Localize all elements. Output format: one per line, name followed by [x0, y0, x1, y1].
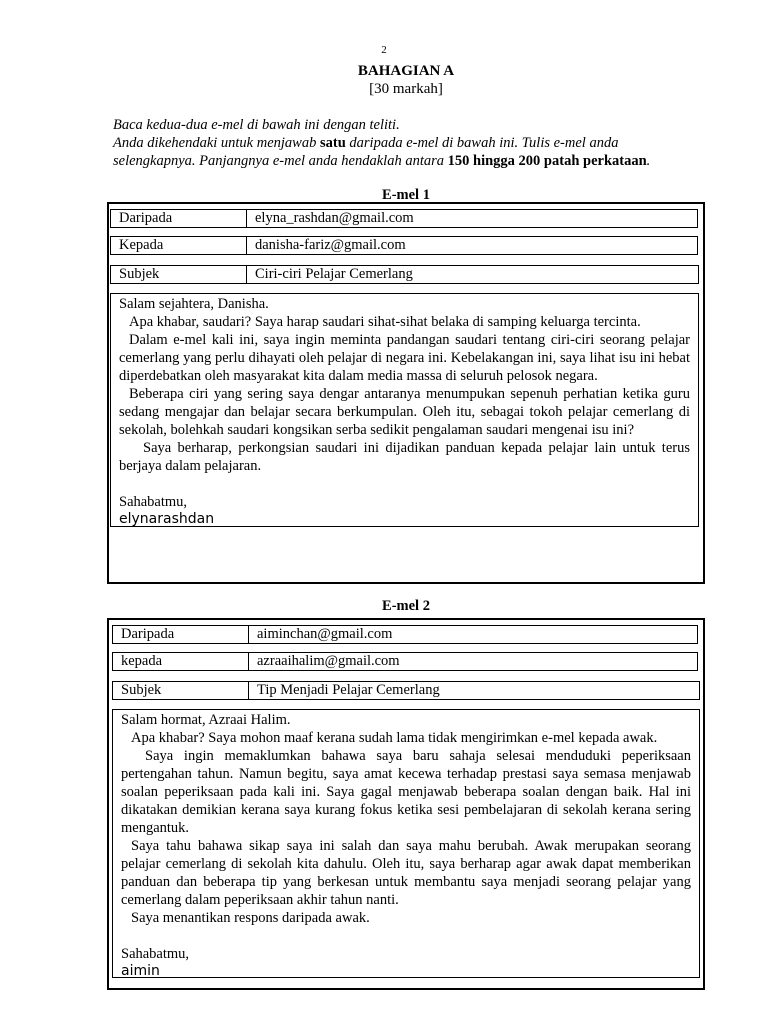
email-1-to-label: Kepada	[111, 237, 247, 254]
email-1-paragraph-3: Beberapa ciri yang sering saya dengar antaranya menumpukan sepenuh perhatian ketika guru sedang mengajar dan belajar secara berkumpulan. Oleh itu, sebagai tokoh pelajar cemerlang di sekolah, bolehkah saudari kongsikan serba sedikit pengalaman saudari mengenai isu ini?	[119, 386, 690, 438]
email-1-from-row	[110, 209, 698, 228]
email-2-from-value: aiminchan@gmail.com	[257, 626, 393, 642]
email-2-paragraph-4: Saya menantikan respons daripada awak.	[131, 910, 370, 926]
email-2-to-value: azraaihalim@gmail.com	[257, 653, 400, 669]
email-2-signature: aimin	[121, 963, 160, 979]
email-2-greeting: Salam hormat, Azraai Halim.	[121, 712, 291, 728]
email-2-from-row	[112, 625, 698, 644]
section-marks: [30 markah]	[369, 81, 443, 97]
email-1-greeting: Salam sejahtera, Danisha.	[119, 296, 269, 312]
email-2-paragraph-1: Apa khabar? Saya mohon maaf kerana sudah lama tidak mengirimkan e-mel kepada awak.	[131, 730, 658, 746]
email-2-from-label: Daripada	[113, 626, 249, 643]
email-1-paragraph-2: Dalam e-mel kali ini, saya ingin meminta pandangan saudari tentang ciri-ciri seorang pelajar cemerlang yang perlu dihayati oleh pelajar di negara ini. Kebelakangan ini, saya lihat isu ini hebat diperdebatkan oleh masyarakat kita dalam media massa di seluruh pelosok negara.	[119, 332, 690, 384]
page-number: 2	[381, 44, 387, 56]
email-2-subject-row	[112, 681, 700, 700]
instruction-bold-word-count: 150 hingga 200 patah perkataan	[447, 153, 647, 169]
email-2-subject-value: Tip Menjadi Pelajar Cemerlang	[257, 682, 440, 698]
email-2-closing: Sahabatmu,	[121, 946, 190, 962]
email-1-from-value: elyna_rashdan@gmail.com	[255, 210, 414, 226]
email-1-subject-value: Ciri-ciri Pelajar Cemerlang	[255, 266, 413, 282]
email-2-paragraph-2: Saya ingin memaklumkan bahawa saya baru sahaja selesai menduduki peperiksaan pertengahan tahun. Namun begitu, saya amat kecewa terhadap prestasi saya semasa menjawab soalan peperiksaan pada kali ini. Saya gagal menjawab beberapa soalan dengan baik. Hal ini dikatakan demikian kerana saya kurang fokus ketika sesi pembelajaran di sekolah kerana sering mengantuk.	[121, 748, 691, 836]
email-1-to-row	[110, 236, 698, 255]
email-1-to-value: danisha-fariz@gmail.com	[255, 237, 406, 253]
email-1-subject-row	[110, 265, 699, 284]
email-2-body	[112, 709, 700, 978]
email-1-signature: elynarashdan	[119, 511, 215, 527]
email-2-heading: E-mel 2	[382, 598, 430, 614]
email-1-closing: Sahabatmu,	[119, 494, 188, 510]
email-2-to-label: kepada	[113, 653, 249, 670]
email-1-paragraph-1: Apa khabar, saudari? Saya harap saudari sihat-sihat belaka di samping keluarga tercinta.	[129, 314, 641, 330]
instruction-bold-satu: satu	[319, 135, 346, 151]
email-2-subject-label: Subjek	[113, 682, 249, 699]
instruction-text: Anda dikehendaki untuk menjawab	[113, 135, 320, 151]
email-1-body	[110, 293, 699, 527]
instruction-text: .	[646, 153, 651, 169]
instruction-text: daripada e-mel di bawah ini. Tulis e-mel anda selengkapnya. Panjangnya e-mel anda hendaklah antara	[113, 135, 619, 169]
instruction-line-1: Baca kedua-dua e-mel di bawah ini dengan teliti.	[113, 117, 400, 133]
section-title: BAHAGIAN A	[357, 63, 455, 79]
email-1-heading: E-mel 1	[382, 187, 430, 203]
instructions	[113, 116, 683, 170]
email-2-to-row	[112, 652, 698, 671]
email-1-paragraph-4: Saya berharap, perkongsian saudari ini dijadikan panduan kepada pelajar lain untuk terus berjaya dalam pelajaran.	[119, 440, 690, 474]
email-2-paragraph-3: Saya tahu bahawa sikap saya ini salah dan saya mahu berubah. Awak merupakan seorang pelajar cemerlang di sekolah kita dahulu. Oleh itu, saya berharap agar awak dapat memberikan panduan dan beberapa tip yang berkesan untuk membantu saya menjadi seorang pelajar yang cemerlang dalam peperiksaan akhir tahun nanti.	[121, 838, 691, 908]
email-1-from-label: Daripada	[111, 210, 247, 227]
instruction-line-2	[113, 134, 683, 170]
email-1-subject-label: Subjek	[111, 266, 247, 283]
